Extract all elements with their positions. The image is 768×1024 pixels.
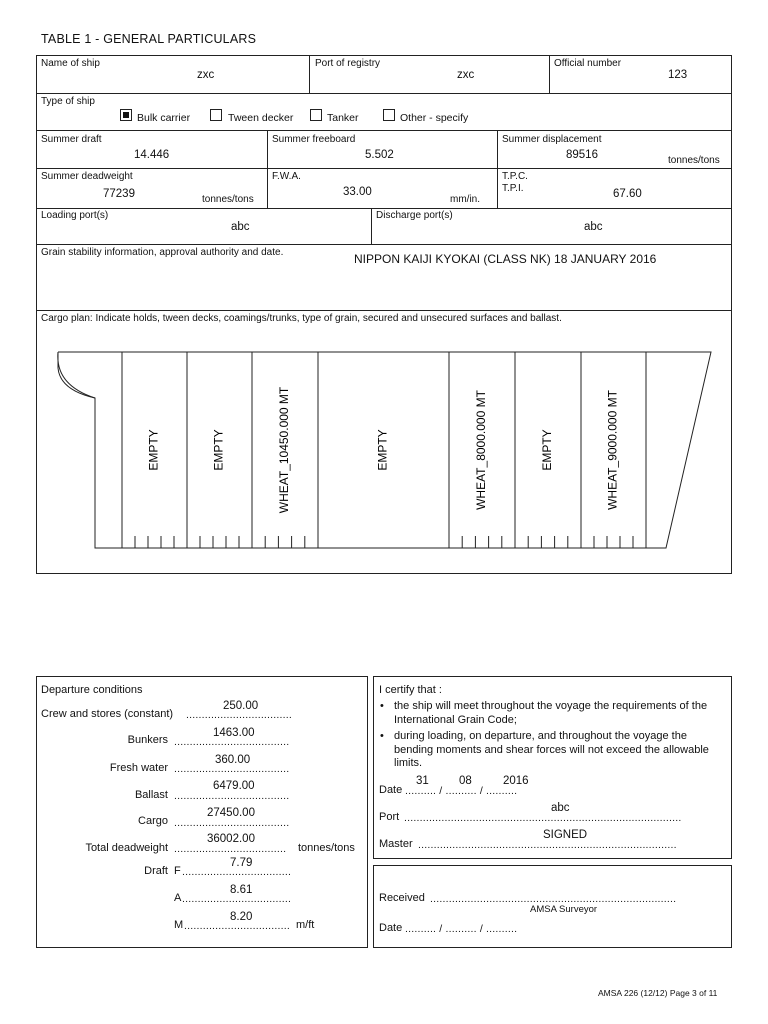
total-deadweight-label: Total deadweight	[85, 842, 168, 854]
master-label: Master	[379, 838, 413, 850]
official-number-value[interactable]: 123	[668, 69, 688, 81]
draft-a-value[interactable]: 8.61	[230, 884, 253, 896]
certify-port-label: Port	[379, 811, 400, 823]
crew-stores-value[interactable]: 250.00	[223, 700, 259, 712]
bunkers-value[interactable]: 1463.00	[213, 727, 255, 739]
loading-port-label: Loading port(s)	[41, 210, 109, 221]
summer-freeboard-value[interactable]: 5.502	[365, 149, 394, 161]
discharge-port-value[interactable]: abc	[584, 221, 603, 233]
cargo-hold-label-7: WHEAT_9000.000 MT	[605, 390, 620, 510]
bunkers-label: Bunkers	[127, 734, 168, 746]
tpi-label: T.P.I.	[502, 183, 524, 194]
certify-list: • the ship will meet throughout the voyage the requirements of the International Grain Code; • during loading, on departure, and throughout the voyage the bending moments and shear forces will not exceed the allowable limits.	[380, 700, 709, 769]
draft-a-label: A	[174, 892, 182, 904]
certify-day[interactable]: 31	[416, 775, 429, 787]
cargo-hold-label-1: EMPTY	[146, 429, 161, 471]
fresh-water-value[interactable]: 360.00	[215, 754, 251, 766]
ballast-value[interactable]: 6479.00	[213, 780, 255, 792]
certify-year[interactable]: 2016	[503, 775, 529, 787]
tpc-label: T.P.C.	[502, 171, 528, 182]
port-registry-label: Port of registry	[315, 58, 381, 69]
deadweight-unit: tonnes/tons	[202, 194, 254, 205]
cargo-value[interactable]: 27450.00	[207, 807, 255, 819]
loading-port-value[interactable]: abc	[231, 221, 250, 233]
ship-name-value[interactable]: zxc	[197, 69, 215, 81]
fwa-unit: mm/in.	[450, 194, 480, 205]
certify-port-value[interactable]: abc	[551, 802, 570, 814]
crew-stores-label: Crew and stores (constant)	[41, 708, 174, 720]
fwa-label: F.W.A.	[272, 171, 301, 182]
cargo-hold-label-2: EMPTY	[211, 429, 226, 471]
total-deadweight-unit: tonnes/tons	[298, 842, 355, 854]
certify-bullet-1: the ship will meet throughout the voyage the requirements of the International Grain Code;	[394, 700, 708, 726]
cargo-hold-label-6: EMPTY	[540, 429, 555, 471]
total-deadweight-value[interactable]: 36002.00	[207, 833, 255, 845]
grain-stability-label: Grain stability information, approval authority and date.	[41, 247, 284, 258]
certify-date-label: Date	[379, 784, 403, 796]
cargo-label: Cargo	[138, 815, 168, 827]
draft-f-value[interactable]: 7.79	[230, 857, 253, 869]
ship-name-label: Name of ship	[41, 58, 100, 69]
draft-m-unit: m/ft	[296, 919, 315, 931]
received-date-label: Date	[379, 922, 403, 934]
master-value[interactable]: SIGNED	[543, 829, 588, 841]
ballast-label: Ballast	[134, 789, 168, 801]
summer-deadweight-value[interactable]: 77239	[103, 188, 135, 200]
cargo-hold-label-4: EMPTY	[375, 429, 390, 471]
draft-m-label: M	[174, 919, 184, 931]
draft-f-label: F	[174, 865, 181, 877]
displacement-unit: tonnes/tons	[668, 155, 720, 166]
ship-type-label: Type of ship	[41, 96, 95, 107]
tween-decker-label: Tween decker	[228, 112, 294, 124]
bulk-carrier-label: Bulk carrier	[137, 112, 191, 124]
departure-title: Departure conditions	[41, 684, 143, 696]
cargo-hold-label-3: WHEAT_10450.000 MT	[277, 386, 292, 514]
summer-deadweight-label: Summer deadweight	[41, 171, 133, 182]
summer-draft-value[interactable]: 14.446	[134, 149, 170, 161]
summer-displacement-label: Summer displacement	[502, 134, 602, 145]
summer-freeboard-label: Summer freeboard	[272, 134, 356, 145]
grain-stability-value[interactable]: NIPPON KAIJI KYOKAI (CLASS NK) 18 JANUARY 2016	[354, 252, 657, 266]
certify-month[interactable]: 08	[459, 775, 472, 787]
other-specify-label: Other - specify	[400, 112, 469, 124]
page-footer: AMSA 226 (12/12) Page 3 of 11	[598, 988, 718, 998]
discharge-port-label: Discharge port(s)	[376, 210, 453, 221]
certify-bullet-2: during loading, on departure, and throughout the voyage the bending moments and shear forces will not exceed the allowable limits.	[394, 730, 709, 769]
cargo-hold-label-5: WHEAT_8000.000 MT	[474, 390, 489, 510]
port-registry-value[interactable]: zxc	[457, 69, 475, 81]
fwa-value[interactable]: 33.00	[343, 186, 372, 198]
received-label: Received	[379, 892, 425, 904]
certify-title: I certify that :	[379, 684, 442, 696]
official-number-label: Official number	[554, 58, 622, 69]
hull-bow-curve	[58, 352, 95, 398]
draft-m-value[interactable]: 8.20	[230, 911, 253, 923]
cargo-plan-label: Cargo plan: Indicate holds, tween decks, coamings/trunks, type of grain, secured and unsecured surfaces and ballast.	[41, 313, 562, 324]
fresh-water-label: Fresh water	[109, 762, 168, 774]
draft-label: Draft	[144, 865, 168, 877]
amsa-surveyor-label: AMSA Surveyor	[530, 904, 598, 915]
summer-displacement-value[interactable]: 89516	[566, 149, 598, 161]
tpc-value[interactable]: 67.60	[613, 188, 642, 200]
summer-draft-label: Summer draft	[41, 134, 102, 145]
page-title: TABLE 1 - GENERAL PARTICULARS	[41, 32, 257, 46]
tanker-label: Tanker	[327, 112, 359, 124]
